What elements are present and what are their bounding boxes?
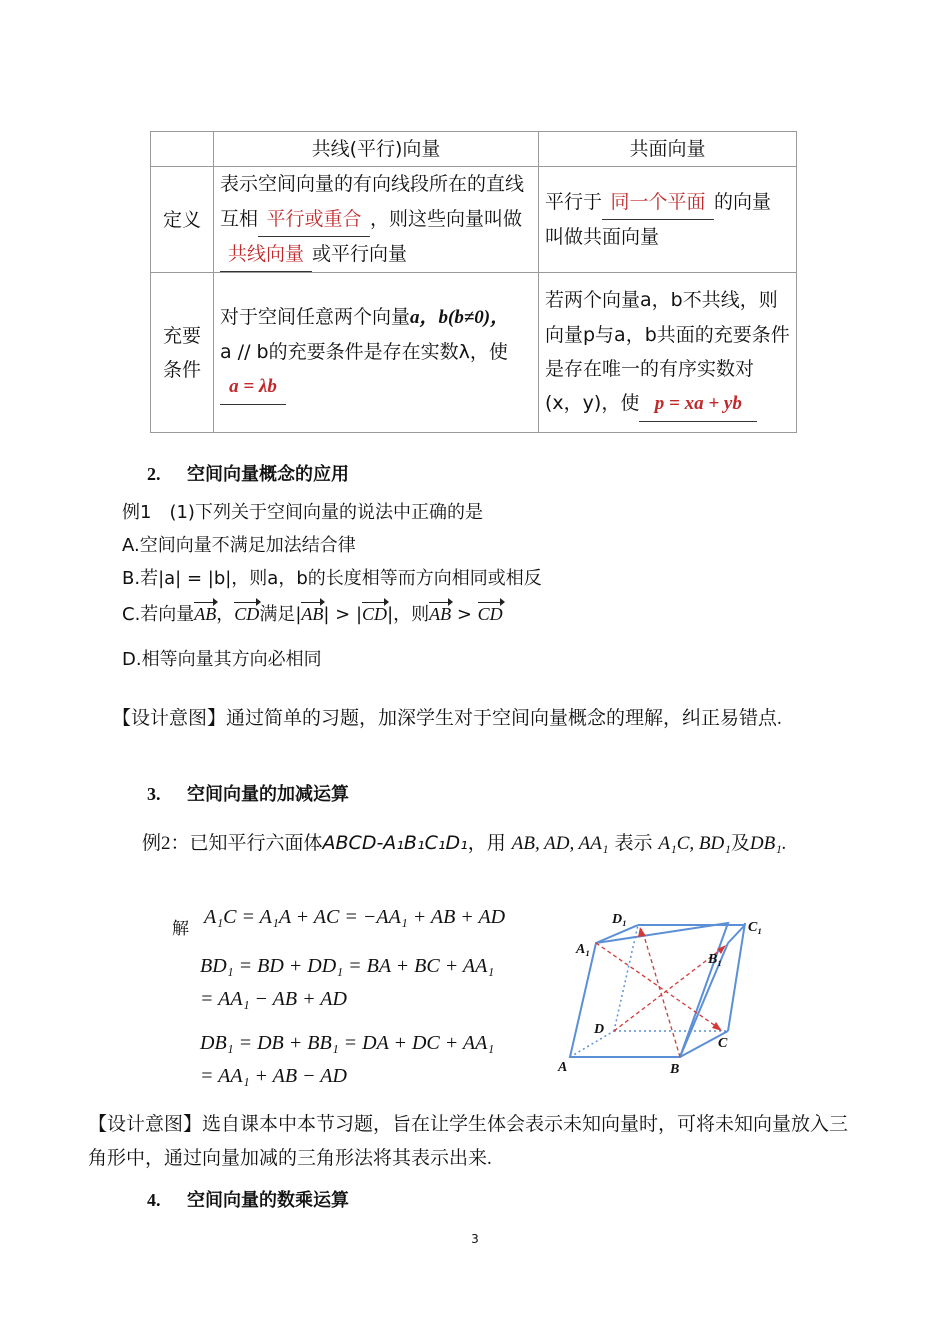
label-a1: A₁ [576,942,591,957]
concept-table [150,131,797,433]
design-intent-2: 【设计意图】选自课本中本节习题，旨在让学生体会表示未知向量时，可将未知向量放入三角形中，通过向量加减的三角形法将其表示出来. [88,1114,849,1169]
answer-blank-same-plane: 同一个平面 [602,185,714,220]
solution-eq-db1-simplified: = AA₁ + AB − AD [200,1065,347,1087]
example1-option-b: B.若|a| = |b|，则a，b的长度相等而方向相同或相反 [122,568,542,589]
page-number: 3 [471,1232,479,1246]
label-a: A [558,1060,568,1075]
section-3-heading: 3. 空间向量的加减运算 [147,784,349,805]
parallelepiped-figure [550,905,780,1080]
solution-eq-bd1: BD₁ = BD + DD₁ = BA + BC + AA₁ [200,955,495,977]
table-header-collinear: 共线(平行)向量 [214,132,539,167]
section-2-heading: 2. 空间向量概念的应用 [147,464,349,485]
section-4-heading: 4. 空间向量的数乘运算 [147,1190,349,1211]
example2-stem: 例2：已知平行六面体ABCD-A₁B₁C₁D₁，用 AB, AD, AA₁ 表示 A₁C, BD₁及DB₁. [142,832,787,854]
collinear-definition: 表示空间向量的有向线段所在的直线互相 平行或重合 ，则这些向量叫做 共线向量 或平行向量 [214,167,539,273]
figure-diagonal-a1c [596,943,723,1029]
label-c1: C₁ [748,920,763,935]
label-c: C [718,1036,728,1051]
label-d1: D₁ [612,912,627,927]
example1-option-d: D.相等向量其方向必相同 [122,649,322,670]
coplanar-condition: 若两个向量a，b不共线，则向量p与a，b共面的充要条件是存在唯一的有序实数对(x，y)，使 p = xa + yb [539,273,797,433]
answer-blank-p-xa-yb: p = xa + yb [639,387,757,422]
answer-blank-a-lambda-b: a = λb [220,370,286,405]
figure-diagonal-bd1 [642,929,680,1057]
table-header-coplanar: 共面向量 [539,132,797,167]
figure-arrow-a1c [712,1022,722,1031]
coplanar-definition: 平行于 同一个平面 的向量叫做共面向量 [539,167,797,273]
example1-option-a: A.空间向量不满足加法结合律 [122,535,356,556]
figure-arrow-bd1 [638,927,646,937]
design-intent-1: 【设计意图】通过简单的习题，加深学生对于空间向量概念的理解，纠正易错点. [112,708,782,729]
collinear-condition: 对于空间任意两个向量a，b(b≠0)， a // b的充要条件是存在实数λ，使 a = λb [214,273,539,433]
example1-stem: 例1 (1)下列关于空间向量的说法中正确的是 [122,502,483,523]
label-b: B [670,1062,680,1077]
figure-hidden-ad [570,1031,614,1057]
solution-eq-db1: DB₁ = DB + BB₁ = DA + DC + AA₁ [200,1032,495,1054]
solution-eq-bd1-simplified: = AA₁ − AB + AD [200,988,347,1010]
label-d: D [594,1022,605,1037]
solution-label: 解 [172,919,189,938]
example1-option-c: C.若向量AB，CD满足|AB| > |CD|，则AB > CD [122,604,503,625]
label-b1: B₁ [708,952,723,967]
row-label-definition: 定义 [151,167,214,273]
solution-eq-a1c: A₁C = A₁A + AC = −AA₁ + AB + AD [204,906,506,928]
row-label-condition: 充要 条件 [151,273,214,433]
answer-blank-parallel-or-coincident: 平行或重合 [258,202,370,237]
table-header-empty [151,132,214,167]
answer-blank-collinear-vectors: 共线向量 [220,237,312,272]
figure-hidden-dd1 [614,925,638,1031]
